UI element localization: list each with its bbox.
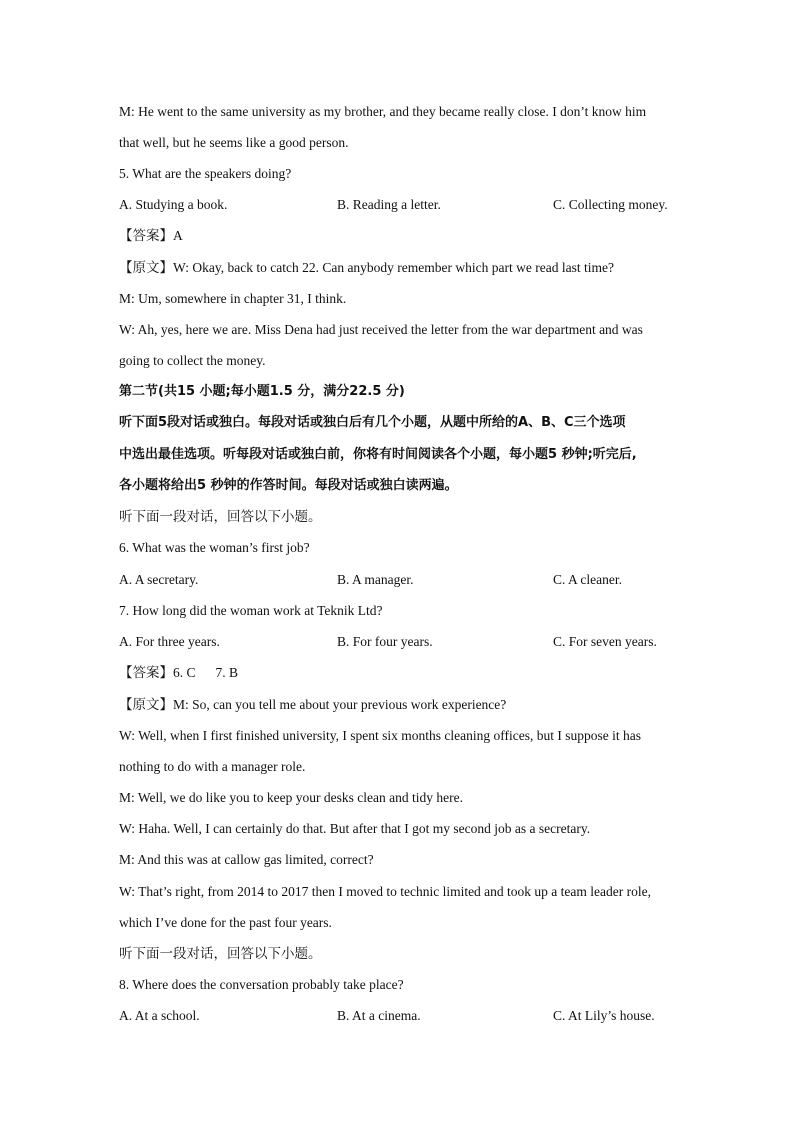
option-a: A. Studying a book. [119, 197, 228, 212]
option-b: B. Reading a letter. [337, 197, 441, 212]
answer-7: 7. B [215, 665, 239, 680]
transcript-line: M: Well, we do like you to keep your desks clean and tidy here. [119, 790, 463, 805]
transcript-line: nothing to do with a manager role. [119, 759, 306, 774]
transcript-line: 【原文】W: Okay, back to catch 22. Can anybody remember which part we read last time? [119, 260, 614, 275]
transcript-line: which I’ve done for the past four years. [119, 915, 332, 930]
dialogue-line: that well, but he seems like a good person. [119, 135, 349, 150]
dialogue-line: M: He went to the same university as my brother, and they became really close. I don’t know him [119, 104, 647, 119]
answer-6: 【答案】6. C [119, 665, 196, 680]
question-8: 8. Where does the conversation probably take place? [119, 977, 404, 992]
question-6: 6. What was the woman’s first job? [119, 540, 310, 555]
section-2-directions: 听下面5段对话或独白。每段对话或独白后有几个小题，从题中所给的A、B、C三个选项 [119, 415, 626, 430]
transcript-line: going to collect the money. [119, 353, 266, 368]
section-2-title: 第二节(共15 小题;每小题1.5 分，满分22.5 分) [119, 384, 405, 399]
dialogue-intro: 听下面一段对话，回答以下小题。 [119, 509, 322, 524]
option-c: C. Collecting money. [553, 197, 668, 212]
transcript-line: W: Ah, yes, here we are. Miss Dena had just received the letter from the war department and was [119, 322, 643, 337]
answer-5: 【答案】A [119, 228, 183, 243]
transcript-line: M: Um, somewhere in chapter 31, I think. [119, 291, 347, 306]
option-b: B. At a cinema. [337, 1008, 421, 1023]
section-2-directions: 各小题将给出5 秒钟的作答时间。每段对话或独白读两遍。 [119, 478, 458, 493]
transcript-line: W: That’s right, from 2014 to 2017 then I moved to technic limited and took up a team leader role, [119, 884, 651, 899]
question-5: 5. What are the speakers doing? [119, 166, 292, 181]
answer-6-7 [119, 664, 679, 682]
transcript-line: M: And this was at callow gas limited, correct? [119, 852, 374, 867]
option-c: C. At Lily’s house. [553, 1008, 655, 1023]
transcript-line: 【原文】M: So, can you tell me about your previous work experience? [119, 697, 507, 712]
option-b: B. For four years. [337, 634, 433, 649]
section-2-directions: 中选出最佳选项。听每段对话或独白前，你将有时间阅读各个小题，每小题5 秒钟;听完后, [119, 447, 637, 462]
transcript-line: W: Haha. Well, I can certainly do that. But after that I got my second job as a secretary. [119, 821, 591, 836]
option-a: A. A secretary. [119, 572, 199, 587]
option-b: B. A manager. [337, 572, 414, 587]
option-a: A. For three years. [119, 634, 220, 649]
transcript-line: W: Well, when I first finished university, I spent six months cleaning offices, but I suppose it has [119, 728, 641, 743]
option-c: C. A cleaner. [553, 572, 622, 587]
option-c: C. For seven years. [553, 634, 657, 649]
option-a: A. At a school. [119, 1008, 200, 1023]
dialogue-intro: 听下面一段对话，回答以下小题。 [119, 946, 322, 961]
question-7: 7. How long did the woman work at Teknik Ltd? [119, 603, 383, 618]
